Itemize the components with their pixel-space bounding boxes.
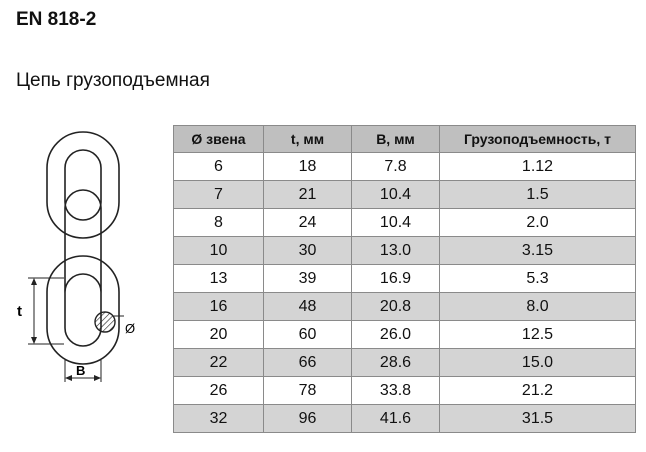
table-row xyxy=(174,181,636,209)
cell-width: 26.0 xyxy=(352,321,440,349)
cell-capacity: 21.2 xyxy=(440,377,636,405)
chain-link-diagram xyxy=(14,120,154,390)
cell-width: 7.8 xyxy=(352,153,440,181)
cell-capacity: 2.0 xyxy=(440,209,636,237)
lower-chain-link xyxy=(47,256,119,364)
table-row xyxy=(174,237,636,265)
cell-pitch: 39 xyxy=(264,265,352,293)
cell-capacity: 3.15 xyxy=(440,237,636,265)
header-width: B, мм xyxy=(352,126,440,153)
cell-pitch: 66 xyxy=(264,349,352,377)
cell-pitch: 30 xyxy=(264,237,352,265)
table-row xyxy=(174,321,636,349)
pitch-label: t xyxy=(17,303,22,320)
cell-pitch: 60 xyxy=(264,321,352,349)
table-row xyxy=(174,349,636,377)
cell-diameter: 10 xyxy=(174,237,264,265)
cell-diameter: 20 xyxy=(174,321,264,349)
cell-width: 41.6 xyxy=(352,405,440,433)
table-row xyxy=(174,209,636,237)
cell-diameter: 26 xyxy=(174,377,264,405)
cell-pitch: 18 xyxy=(264,153,352,181)
cell-pitch: 96 xyxy=(264,405,352,433)
cell-diameter: 8 xyxy=(174,209,264,237)
upper-chain-link xyxy=(47,132,119,238)
cell-diameter: 16 xyxy=(174,293,264,321)
cell-capacity: 12.5 xyxy=(440,321,636,349)
table-row xyxy=(174,153,636,181)
diameter-label: Ø xyxy=(125,321,136,336)
header-link-diameter: Ø звена xyxy=(174,126,264,153)
cell-diameter: 13 xyxy=(174,265,264,293)
cell-pitch: 24 xyxy=(264,209,352,237)
cell-capacity: 1.12 xyxy=(440,153,636,181)
cell-width: 13.0 xyxy=(352,237,440,265)
chain-spec-table xyxy=(173,125,636,433)
table-row xyxy=(174,265,636,293)
header-pitch: t, мм xyxy=(264,126,352,153)
cell-pitch: 48 xyxy=(264,293,352,321)
cell-capacity: 5.3 xyxy=(440,265,636,293)
cell-capacity: 8.0 xyxy=(440,293,636,321)
cell-pitch: 21 xyxy=(264,181,352,209)
cell-diameter: 22 xyxy=(174,349,264,377)
cell-diameter: 7 xyxy=(174,181,264,209)
width-label: B xyxy=(76,363,86,378)
cross-section-circle xyxy=(95,312,115,332)
pitch-dimension xyxy=(28,278,64,344)
cell-width: 28.6 xyxy=(352,349,440,377)
cell-width: 16.9 xyxy=(352,265,440,293)
document-title: EN 818-2 xyxy=(16,9,97,30)
cell-width: 33.8 xyxy=(352,377,440,405)
cell-width: 20.8 xyxy=(352,293,440,321)
cell-capacity: 1.5 xyxy=(440,181,636,209)
cell-diameter: 6 xyxy=(174,153,264,181)
table-row xyxy=(174,377,636,405)
document-subtitle: Цепь грузоподъемная xyxy=(16,70,210,91)
header-load-capacity: Грузоподъемность, т xyxy=(440,126,636,153)
cell-width: 10.4 xyxy=(352,181,440,209)
table-row xyxy=(174,405,636,433)
cell-capacity: 15.0 xyxy=(440,349,636,377)
table-header-row xyxy=(174,126,636,153)
cell-width: 10.4 xyxy=(352,209,440,237)
cell-capacity: 31.5 xyxy=(440,405,636,433)
cell-diameter: 32 xyxy=(174,405,264,433)
table-row xyxy=(174,293,636,321)
cell-pitch: 78 xyxy=(264,377,352,405)
